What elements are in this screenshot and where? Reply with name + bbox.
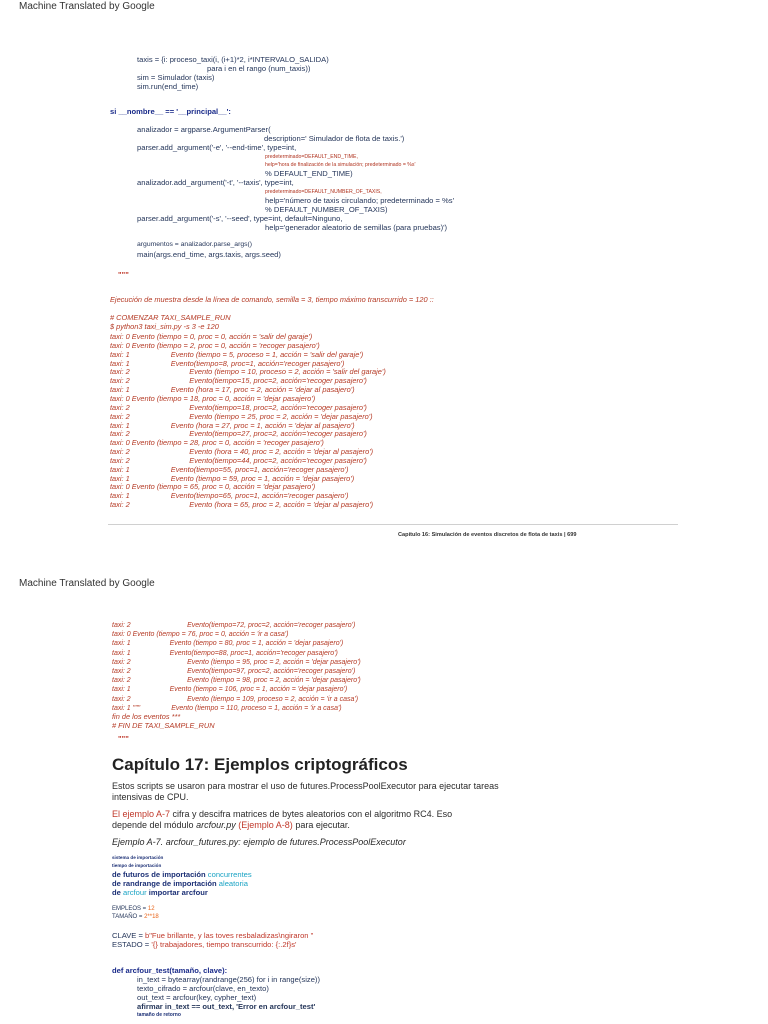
code-line: tiempo de importación	[112, 863, 162, 868]
code-line: sim = Simulador (taxis)	[137, 73, 215, 82]
run-output-line: taxi: 1 Evento(tiempo=55, proc=1, acción='recoger pasajero')	[110, 464, 349, 474]
run-output-line: taxi: 1 Evento (tiempo = 59, proc = 1, acción = 'dejar pasajero')	[110, 473, 355, 483]
run-output-line: taxi: 1 Evento (tiempo = 80, proc = 1, acción = 'dejar pasajero')	[112, 640, 344, 648]
code-line: in_text = bytearray(randrange(256) for i in range(size))	[137, 975, 320, 984]
code-line: % DEFAULT_NUMBER_OF_TAXIS)	[265, 205, 388, 214]
run-output-line: taxi: 1 """ Evento (tiempo = 110, proceso = 1, acción = 'ir a casa')	[112, 704, 342, 712]
example-paragraph: El ejemplo A-7 cifra y descifra matrices de bytes aleatorios con el algoritmo RC4. Eso	[112, 809, 453, 819]
run-output-line: taxi: 1 Evento(tiempo=8, proc=1, acción='recoger pasajero')	[110, 358, 345, 368]
code-line: argumentos = analizador.parse_args()	[137, 241, 253, 248]
code-line: de randrange de importación aleatoria	[112, 879, 248, 888]
sample-run-command: $ python3 taxi_sim.py -s 3 -e 120	[110, 322, 219, 331]
run-output-line: taxi: 2 Evento (tiempo = 95, proc = 2, acción = 'dejar pasajero')	[112, 658, 361, 666]
code-line: EMPLEOS = 12	[112, 906, 155, 912]
code-line: description=' Simulador de flota de taxis.')	[264, 134, 405, 143]
run-output-line: taxi: 0 Evento (tiempo = 28, proc = 0, acción = 'recoger pasajero')	[110, 438, 324, 448]
run-output-line: taxi: 1 Evento (hora = 27, proc = 1, acción = 'dejar al pasajero')	[110, 420, 355, 430]
code-line: afirmar in_text == out_text, 'Error en arcfour_test'	[137, 1002, 316, 1011]
code-line: help='generador aleatorio de semillas (para pruebas)')	[265, 223, 448, 232]
run-output-line: taxi: 2 Evento (tiempo = 25, proc = 2, acción = 'dejar pasajero')	[110, 411, 373, 421]
run-output-line: taxi: 0 Evento (tiempo = 65, proc = 0, acción = 'dejar pasajero')	[110, 482, 316, 492]
code-line: % DEFAULT_END_TIME)	[265, 169, 353, 178]
code-line: ESTADO = '{} trabajadores, tiempo transcurrido: {:.2f}s'	[112, 940, 297, 949]
sample-run-description: Ejecución de muestra desde la línea de comando, semilla = 3, tiempo máximo transcurrido = 120 ::	[110, 295, 434, 304]
docstring-open: """	[118, 270, 129, 279]
run-output-line: taxi: 1 Evento(tiempo=88, proc=1, acción='recoger pasajero')	[112, 649, 338, 657]
code-line: help='hora de finalización de la simulación; predeterminado = %s'	[265, 162, 416, 168]
chapter-title: Capítulo 17: Ejemplos criptográficos	[112, 755, 408, 774]
code-line: taxis = {i: proceso_taxi(i, (i+1)*2, i*INTERVALO_SALIDA)	[137, 55, 329, 64]
code-line: de arcfour importar arcfour	[112, 888, 208, 897]
run-output-line: taxi: 2 Evento (tiempo = 109, proceso = 2, acción = 'ir a casa')	[112, 695, 359, 703]
code-line: main(args.end_time, args.taxis, args.seed)	[137, 250, 281, 259]
code-line: texto_cifrado = arcfour(clave, en_texto)	[137, 984, 269, 993]
code-line: CLAVE = b"Fue brillante, y las toves resbaladizas\ngiraron "	[112, 931, 314, 940]
machine-translated-header: Machine Translated by Google	[19, 1, 155, 12]
run-output-line: taxi: 2 Evento(tiempo=18, proc=2, acción='recoger pasajero')	[110, 402, 367, 412]
machine-translated-header: Machine Translated by Google	[19, 578, 155, 589]
example-a7-link[interactable]: El ejemplo A-7	[112, 809, 171, 819]
run-output-line: taxi: 2 Evento (hora = 40, proc = 2, acción = 'dejar al pasajero')	[110, 447, 374, 457]
code-line: analizador = argparse.ArgumentParser(	[137, 125, 271, 134]
run-output-line: taxi: 0 Evento (tiempo = 2, proc = 0, acción = 'recoger pasajero')	[110, 340, 320, 350]
run-output-line: taxi: 1 Evento (tiempo = 106, proc = 1, acción = 'dejar pasajero')	[112, 686, 348, 694]
docstring-close: """	[118, 734, 129, 743]
code-line: def arcfour_test(tamaño, clave):	[112, 966, 228, 975]
sample-run-begin: # COMENZAR TAXI_SAMPLE_RUN	[110, 313, 231, 322]
code-line: parser.add_argument('-e', '--end-time', type=int,	[137, 143, 297, 152]
run-output-line: taxi: 0 Evento (tiempo = 0, proc = 0, acción = 'salir del garaje')	[110, 332, 313, 341]
page-divider	[108, 524, 678, 525]
example-paragraph: depende del módulo arcfour.py (Ejemplo A-8) para ejecutar.	[112, 820, 350, 830]
code-line: help='número de taxis circulando; predeterminado = %s'	[265, 196, 455, 205]
code-line: sim.run(end_time)	[137, 82, 199, 91]
example-caption: Ejemplo A-7. arcfour_futures.py: ejemplo de futures.ProcessPoolExecutor	[112, 837, 406, 847]
code-line: parser.add_argument('-s', '--seed', type=int, default=Ninguno,	[137, 214, 343, 223]
code-line: para i en el rango (num_taxis))	[207, 64, 311, 73]
run-output-line: taxi: 2 Evento (tiempo = 10, proceso = 2, acción = 'salir del garaje')	[110, 367, 386, 377]
run-output-line: taxi: 2 Evento(tiempo=15, proc=2, acción='recoger pasajero')	[110, 376, 367, 386]
end-events: fin de los eventos ***	[112, 712, 181, 721]
code-line: predeterminado=DEFAULT_END_TIME,	[265, 154, 358, 160]
run-output-line: taxi: 1 Evento (tiempo = 5, proceso = 1, acción = 'salir del garaje')	[110, 349, 364, 359]
code-line: tamaño de retorno	[137, 1012, 181, 1018]
code-line: predeterminado=DEFAULT_NUMBER_OF_TAXIS,	[265, 189, 382, 195]
page-footer: Capítulo 16: Simulación de eventos discretos de flota de taxis | 699	[398, 532, 577, 538]
run-output-line: taxi: 0 Evento (tiempo = 76, proc = 0, acción = 'ir a casa')	[112, 631, 289, 639]
run-output-line: taxi: 2 Evento(tiempo=72, proc=2, acción='recoger pasajero')	[112, 622, 356, 629]
run-output-line: taxi: 1 Evento(tiempo=65, proc=1, acción='recoger pasajero')	[110, 491, 349, 501]
run-output-line: taxi: 2 Evento(tiempo=97, proc=2, acción='recoger pasajero')	[112, 668, 356, 675]
run-output-line: taxi: 1 Evento (hora = 17, proc = 2, acción = 'dejar al pasajero')	[110, 385, 355, 395]
code-line: analizador.add_argument('-t', '--taxis', type=int,	[137, 178, 294, 187]
code-line: sistema de importación	[112, 855, 164, 860]
run-output-line: taxi: 2 Evento (hora = 65, proc = 2, acción = 'dejar al pasajero')	[110, 500, 374, 510]
code-line: out_text = arcfour(key, cypher_text)	[137, 993, 257, 1002]
code-line: de futuros de importación concurrentes	[112, 870, 252, 879]
run-output-line: taxi: 2 Evento(tiempo=44, proc=2, acción='recoger pasajero')	[110, 455, 367, 465]
run-output-line: taxi: 2 Evento(tiempo=27, proc=2, acción='recoger pasajero')	[110, 429, 367, 439]
run-output-line: taxi: 2 Evento (tiempo = 98, proc = 2, acción = 'dejar pasajero')	[112, 677, 361, 685]
example-a8-link[interactable]: (Ejemplo A-8)	[238, 820, 293, 830]
run-output-line: taxi: 0 Evento (tiempo = 18, proc = 0, acción = 'dejar pasajero')	[110, 393, 316, 403]
intro-text: intensivas de CPU.	[112, 792, 189, 802]
sample-run-end: # FIN DE TAXI_SAMPLE_RUN	[112, 721, 215, 730]
intro-text: Estos scripts se usaron para mostrar el uso de futures.ProcessPoolExecutor para ejecutar tareas	[112, 781, 499, 791]
main-guard-line: si __nombre__ == '__principal__':	[110, 107, 231, 116]
code-line: TAMAÑO = 2**18	[112, 914, 159, 920]
